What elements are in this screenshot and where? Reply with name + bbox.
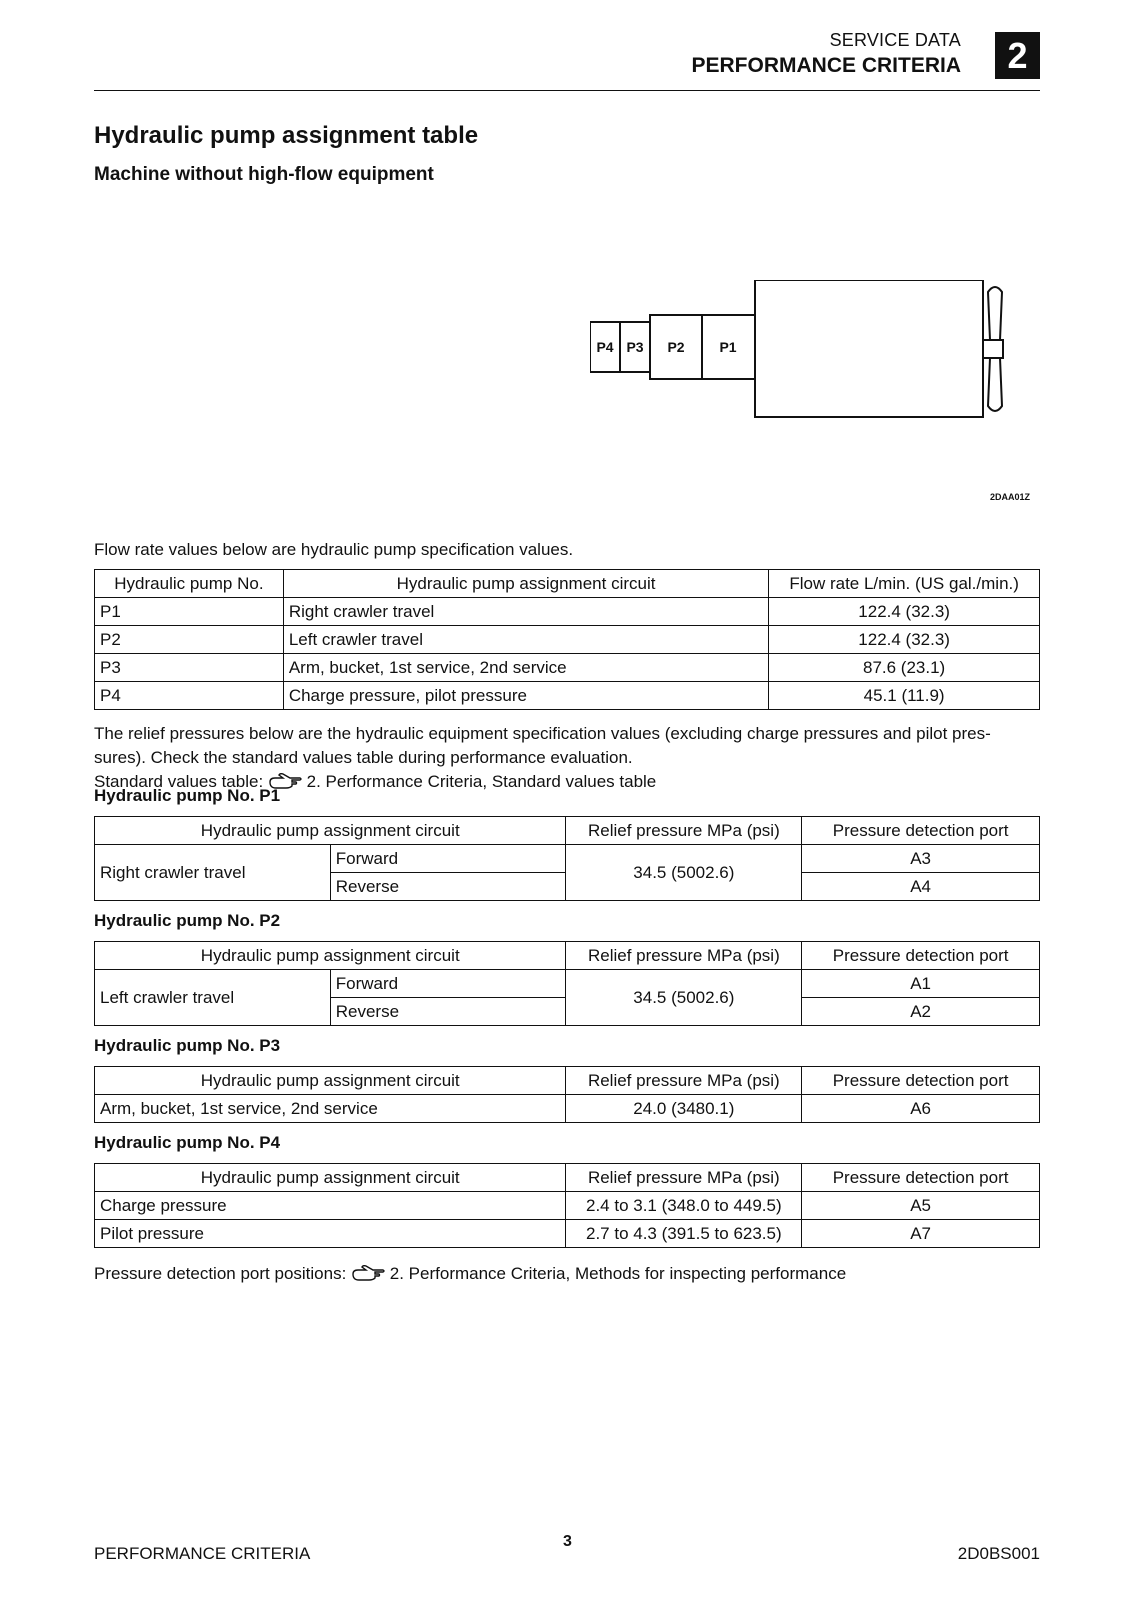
- cell-flow: 87.6 (23.1): [769, 654, 1040, 682]
- pump-diagram: [590, 280, 1040, 430]
- diagram-code: 2DAA01Z: [990, 492, 1031, 502]
- cell-pressure: 34.5 (5002.6): [566, 970, 802, 1026]
- page-subtitle: Machine without high-flow equipment: [94, 164, 434, 185]
- header-detection-port: Pressure detection port: [802, 942, 1040, 970]
- pump-label-p1: P1: [719, 339, 737, 355]
- cell-circuit: Charge pressure: [95, 1192, 566, 1220]
- cell-circuit: Left crawler travel: [283, 626, 768, 654]
- standard-ref-prefix: Standard values table:: [94, 772, 264, 791]
- table-row: [95, 1220, 1040, 1248]
- port-ref-prefix: Pressure detection port positions:: [94, 1264, 347, 1283]
- table-row: [95, 682, 1040, 710]
- cell-pressure: 24.0 (3480.1): [566, 1095, 802, 1123]
- cell-pump: P3: [95, 654, 284, 682]
- cell-direction: Forward: [330, 970, 566, 998]
- cell-circuit: Charge pressure, pilot pressure: [283, 682, 768, 710]
- cell-port: A2: [802, 998, 1040, 1026]
- header-pump-no: Hydraulic pump No.: [95, 570, 284, 598]
- header-flow-rate: Flow rate L/min. (US gal./min.): [769, 570, 1040, 598]
- header-circuit: Hydraulic pump assignment circuit: [283, 570, 768, 598]
- header-relief-pressure: Relief pressure MPa (psi): [566, 1164, 802, 1192]
- page-title: Hydraulic pump assignment table: [94, 122, 479, 149]
- chapter-number-badge: 2: [995, 32, 1040, 79]
- fan-blade-bottom: [988, 358, 1002, 411]
- p2-relief-table: [94, 941, 1040, 1026]
- table-row: [95, 626, 1040, 654]
- header-circuit: Hydraulic pump assignment circuit: [95, 817, 566, 845]
- header-circuit: Hydraulic pump assignment circuit: [95, 942, 566, 970]
- p3-relief-table: [94, 1066, 1040, 1123]
- header-relief-pressure: Relief pressure MPa (psi): [566, 1067, 802, 1095]
- header-relief-pressure: Relief pressure MPa (psi): [566, 817, 802, 845]
- table-header-row: [95, 942, 1040, 970]
- pump-label-p3: P3: [626, 339, 644, 355]
- p1-label: Hydraulic pump No. P1: [94, 786, 281, 805]
- engine-block: [755, 280, 983, 417]
- header-detection-port: Pressure detection port: [802, 1164, 1040, 1192]
- flow-intro: Flow rate values below are hydraulic pump specification values.: [94, 540, 574, 559]
- cell-flow: 122.4 (32.3): [769, 598, 1040, 626]
- header-detection-port: Pressure detection port: [802, 1067, 1040, 1095]
- document-code: 2D0BS001: [957, 1544, 1040, 1563]
- cell-pressure: 2.7 to 4.3 (391.5 to 623.5): [566, 1220, 802, 1248]
- table-row: [95, 845, 1040, 873]
- cell-port: A5: [802, 1192, 1040, 1220]
- table-header-row: [95, 817, 1040, 845]
- table-header-row: [95, 1067, 1040, 1095]
- header-divider: [94, 90, 1040, 91]
- header-section: SERVICE DATA: [829, 30, 961, 50]
- cell-port: A1: [802, 970, 1040, 998]
- fan-hub: [983, 340, 1003, 358]
- pump-label-p2: P2: [667, 339, 685, 355]
- table-header-row: [95, 570, 1040, 598]
- p3-label: Hydraulic pump No. P3: [94, 1036, 281, 1055]
- p4-label: Hydraulic pump No. P4: [94, 1133, 281, 1152]
- header-circuit: Hydraulic pump assignment circuit: [95, 1067, 566, 1095]
- cell-direction: Reverse: [330, 873, 566, 901]
- fan-blade-top: [988, 287, 1002, 340]
- header-detection-port: Pressure detection port: [802, 817, 1040, 845]
- footer-chapter: PERFORMANCE CRITERIA: [94, 1544, 311, 1563]
- p2-label: Hydraulic pump No. P2: [94, 911, 281, 930]
- port-positions-ref: [94, 1262, 846, 1286]
- p4-relief-table: [94, 1163, 1040, 1248]
- flow-rate-table: [94, 569, 1040, 710]
- cell-circuit: Arm, bucket, 1st service, 2nd service: [95, 1095, 566, 1123]
- cell-pressure: 34.5 (5002.6): [566, 845, 802, 901]
- pointing-hand-icon: [351, 1265, 385, 1281]
- port-ref-link[interactable]: 2. Performance Criteria, Methods for inspecting performance: [389, 1264, 847, 1283]
- cell-port: A4: [802, 873, 1040, 901]
- cell-port: A7: [802, 1220, 1040, 1248]
- cell-flow: 122.4 (32.3): [769, 626, 1040, 654]
- cell-pressure: 2.4 to 3.1 (348.0 to 449.5): [566, 1192, 802, 1220]
- table-header-row: [95, 1164, 1040, 1192]
- table-row: [95, 598, 1040, 626]
- cell-flow: 45.1 (11.9): [769, 682, 1040, 710]
- cell-circuit: Left crawler travel: [95, 970, 331, 1026]
- cell-direction: Forward: [330, 845, 566, 873]
- cell-port: A3: [802, 845, 1040, 873]
- table-row: [95, 654, 1040, 682]
- cell-port: A6: [802, 1095, 1040, 1123]
- cell-circuit: Right crawler travel: [283, 598, 768, 626]
- relief-intro-line2: sures). Check the standard values table during performance evaluation.: [94, 748, 633, 767]
- pump-label-p4: P4: [596, 339, 614, 355]
- table-row: [95, 1192, 1040, 1220]
- cell-circuit: Pilot pressure: [95, 1220, 566, 1248]
- page-number: 3: [563, 1533, 572, 1550]
- header-chapter: PERFORMANCE CRITERIA: [691, 54, 961, 77]
- cell-circuit: Arm, bucket, 1st service, 2nd service: [283, 654, 768, 682]
- header-relief-pressure: Relief pressure MPa (psi): [566, 942, 802, 970]
- standard-ref-link[interactable]: 2. Performance Criteria, Standard values table: [306, 772, 657, 791]
- cell-pump: P1: [95, 598, 284, 626]
- relief-intro-line1: The relief pressures below are the hydraulic equipment specification values (excluding charge pressures and pilot pres-: [94, 724, 991, 743]
- cell-pump: P2: [95, 626, 284, 654]
- header-circuit: Hydraulic pump assignment circuit: [95, 1164, 566, 1192]
- cell-pump: P4: [95, 682, 284, 710]
- cell-direction: Reverse: [330, 998, 566, 1026]
- table-row: [95, 1095, 1040, 1123]
- table-row: [95, 970, 1040, 998]
- relief-intro: [94, 722, 1044, 794]
- cell-circuit: Right crawler travel: [95, 845, 331, 901]
- p1-relief-table: [94, 816, 1040, 901]
